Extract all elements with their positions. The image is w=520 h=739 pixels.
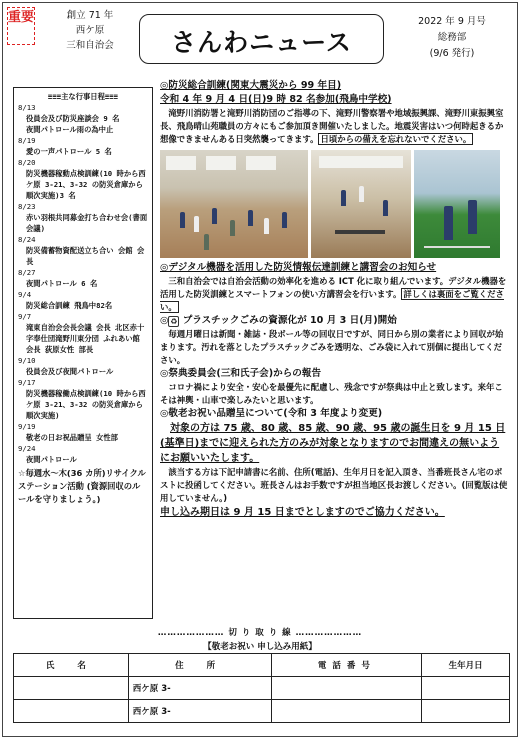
event-text: 敬老の日お祝品贈呈 女性部 bbox=[26, 433, 118, 442]
name-field[interactable] bbox=[14, 677, 129, 700]
phone-field[interactable] bbox=[272, 700, 422, 723]
respect-body: 該当する方は下記申請書に名前、住所(電話)、生年月日を記入頂き、当番班長さん宅のポストに投函してください。班長さんはお手数ですが担当地区長お渡しください。(回覧版は使用していません。) bbox=[160, 467, 508, 503]
digital-body bbox=[160, 275, 508, 314]
cut-line: ………………… 切 り 取 り 線 ………………… bbox=[157, 628, 363, 638]
hose-photo bbox=[414, 150, 500, 258]
respect-deadline: 申し込み期日は 9 月 15 日までとしますのでご協力ください。 bbox=[160, 507, 445, 518]
issue-month: 2022 年 9 月号 bbox=[418, 16, 486, 27]
event-text: 夜間パトロール bbox=[26, 455, 77, 464]
plastic-title: プラスチックごみの資源化が 10 月 3 日(月)開始 bbox=[182, 315, 397, 326]
form-row[interactable] bbox=[14, 700, 510, 723]
plastic-body: 毎週月曜日は新聞・雑誌・段ボール等の回収日ですが、同日から別の業者により回収が始まります。汚れを落としたプラスチックごみを透明な、ごみ袋に入れて別個に提出してください。 bbox=[160, 329, 504, 365]
address-field[interactable]: 西ケ原 3- bbox=[128, 677, 272, 700]
events-title: ≡≡≡主な行事日程≡≡≡ bbox=[47, 92, 119, 101]
name-field[interactable] bbox=[14, 700, 129, 723]
org-name: 三和自治会 bbox=[66, 40, 114, 51]
training-photos bbox=[160, 150, 508, 258]
respect-title: ◎敬老お祝い品贈呈について(令和 3 年度より変更) bbox=[160, 408, 383, 419]
event-text: 防災総合訓練 飛鳥中82名 bbox=[26, 301, 113, 310]
org-info bbox=[50, 8, 130, 53]
disaster-text: 滝野川消防署と滝野川消防団のご指導の下、滝野川警察署や地域振興課、滝野川東振興室長、飛鳥晴山苑職員の方々にもご参加頂き開催いたしました。地震災害はいつ何時起きるか想像できませんある日突然襲ってきます。 bbox=[160, 108, 504, 144]
digital-title: ◎デジタル機器を活用した防災情報伝達訓練と講習会のお知らせ bbox=[160, 262, 437, 273]
disaster-body bbox=[160, 107, 508, 146]
masthead bbox=[139, 14, 384, 64]
event-text: 滝東自治会会長会議 会長 北区赤十字奉仕団滝野川東分団 ふれあい館 会長 荻原女性 部長 bbox=[26, 323, 145, 354]
application-form bbox=[13, 653, 510, 723]
org-area: 西ケ原 bbox=[75, 25, 105, 36]
event-text: 役員会及び夜間パトロール bbox=[26, 367, 114, 376]
event-text: 夜間パトロール 6 名 bbox=[26, 279, 98, 288]
events-sidebar bbox=[13, 87, 153, 619]
event-text: 防災機器稼働点検訓練(10 時から西ケ原 3-21、3-32 の防災倉庫から順次実施) bbox=[26, 389, 146, 420]
col-name: 氏 名 bbox=[14, 654, 129, 677]
event-text: 役員会及び防災座談会 9 名 bbox=[26, 114, 120, 123]
phone-field[interactable] bbox=[272, 677, 422, 700]
event-date: 8/20 bbox=[18, 158, 36, 167]
event-date: 9/7 bbox=[18, 312, 32, 321]
event-date: 8/13 bbox=[18, 103, 36, 112]
col-birthdate: 生年月日 bbox=[422, 654, 510, 677]
issue-info bbox=[394, 14, 510, 62]
disaster-subtitle: 令和 4 年 9 月 4 日(日)9 時 82 名参加(飛鳥中学校) bbox=[160, 94, 392, 105]
recycle-note: ☆毎週水～木(36 カ所)リサイクルステーション活動 (資源回収のルールを守りましょう。) bbox=[18, 468, 146, 504]
event-text: 防災備蓄物資配送立ち合い 会館 会長 bbox=[26, 246, 145, 266]
main-column bbox=[160, 79, 508, 520]
event-date: 8/23 bbox=[18, 202, 36, 211]
event-date: 8/27 bbox=[18, 268, 36, 277]
issue-date: (9/6 発行) bbox=[429, 48, 475, 59]
col-address: 住 所 bbox=[128, 654, 272, 677]
event-text: 防災機器稼動点検訓練(10 時から西ケ原 3-21、3-32 の防災倉庫から順次実施)3 名 bbox=[26, 169, 146, 200]
event-date: 9/17 bbox=[18, 378, 36, 387]
digital-boxed: 詳しくは裏面をご覧ください。 bbox=[160, 289, 504, 312]
event-date: 8/24 bbox=[18, 235, 36, 244]
event-text: 赤い羽根共同募金打ち合わせ会(書面会議) bbox=[26, 213, 148, 233]
event-date: 9/4 bbox=[18, 290, 32, 299]
respect-target: 対象の方は 75 歳、80 歳、85 歳、90 歳、95 歳の誕生日を 9 月 15 日(基準日)までに迎えられた方のみが対象となりますのでお間違えの無いようにお願いいたします。 bbox=[160, 423, 506, 464]
gym-photo bbox=[160, 150, 308, 258]
event-date: 9/19 bbox=[18, 422, 36, 431]
digital-text: 三和自治会では自治会活動の効率化を進める ICT 化に取り組んでいます。デジタル機器を活用した防災訓練とスマートフォンの使い方講習会を行います。 bbox=[160, 276, 507, 299]
form-subtitle: 【敬老お祝い 申し込み用紙】 bbox=[203, 642, 317, 652]
address-field[interactable]: 西ケ原 3- bbox=[128, 700, 272, 723]
col-phone: 電話番号 bbox=[272, 654, 422, 677]
events-list bbox=[18, 102, 148, 465]
birthdate-field[interactable] bbox=[422, 677, 510, 700]
disaster-title: ◎防災総合訓練(関東大震災から 99 年目) bbox=[160, 80, 342, 91]
org-founded: 創立 71 年 bbox=[66, 10, 114, 21]
plastic-prefix: ◎ bbox=[160, 315, 169, 326]
birthdate-field[interactable] bbox=[422, 700, 510, 723]
event-text: 夜間パトロール雨の為中止 bbox=[26, 125, 114, 134]
event-text: 愛の一声パトロール 5 名 bbox=[26, 147, 112, 156]
form-row[interactable] bbox=[14, 677, 510, 700]
event-date: 8/19 bbox=[18, 136, 36, 145]
form-header-row bbox=[14, 654, 510, 677]
event-date: 9/24 bbox=[18, 444, 36, 453]
festival-body: コロナ禍により安全・安心を最優先に配慮し、残念ですが祭典は中止と致します。来年こそは神輿・山車で楽しみたいと思います。 bbox=[160, 382, 503, 405]
disaster-boxed: 日頃からの備えを忘れないでください。 bbox=[320, 134, 472, 144]
newsletter-title: さんわニュース bbox=[171, 28, 352, 57]
plastic-title-row bbox=[160, 314, 508, 328]
event-date: 9/10 bbox=[18, 356, 36, 365]
recycle-icon: ♻ bbox=[170, 317, 178, 326]
festival-title: ◎祭典委員会(三和氏子会)からの報告 bbox=[160, 368, 322, 379]
issue-dept: 総務部 bbox=[437, 32, 467, 43]
important-badge: 重要 bbox=[7, 7, 35, 45]
stretcher-photo bbox=[311, 150, 411, 258]
